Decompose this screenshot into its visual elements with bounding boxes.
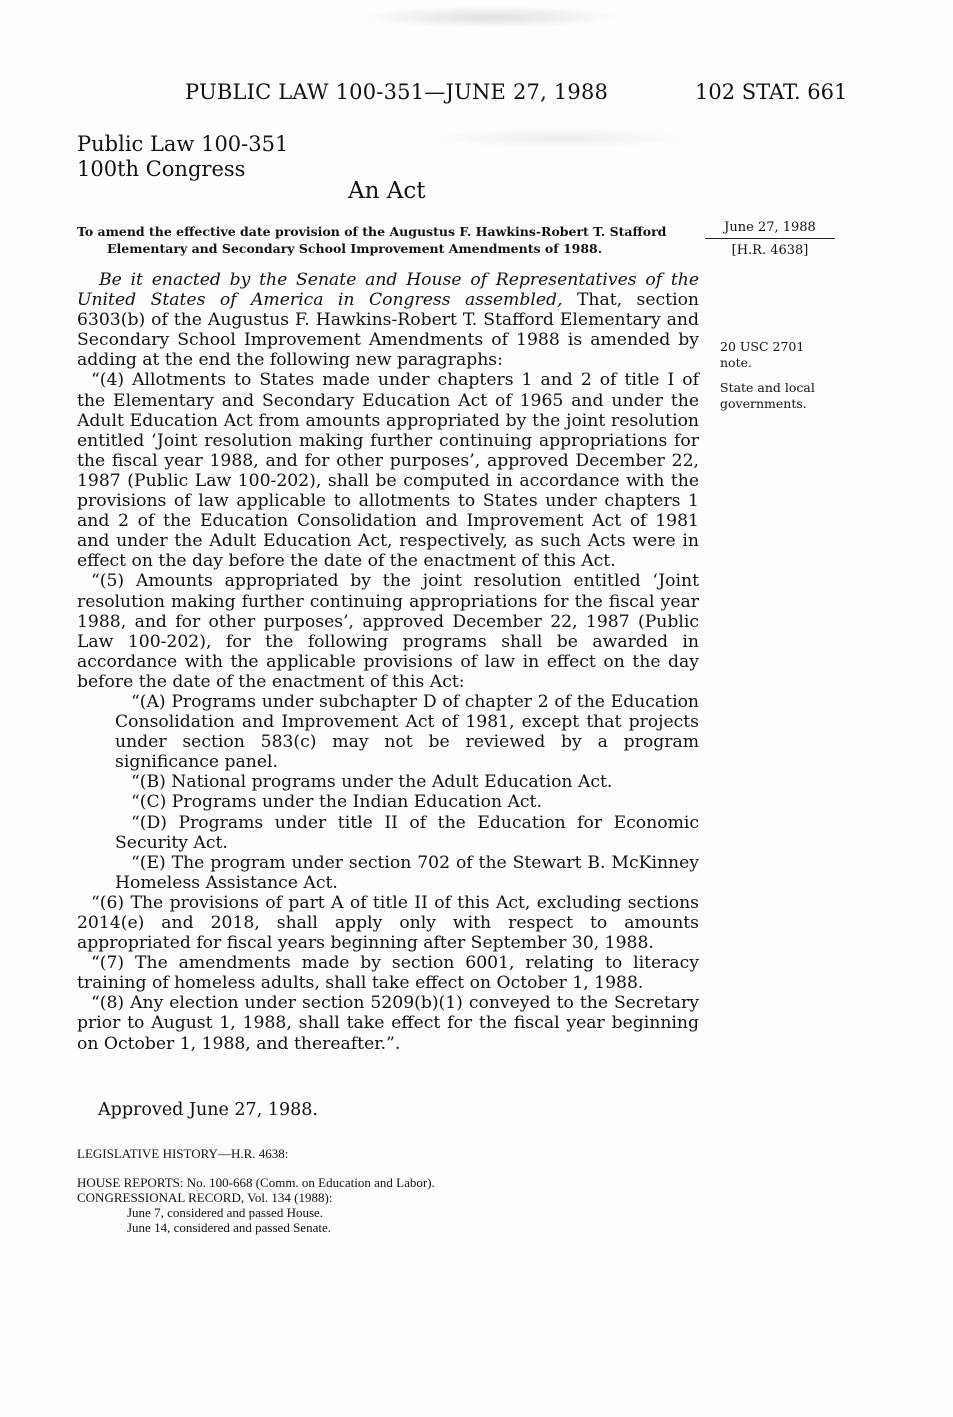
approval-line: Approved June 27, 1988.: [98, 1100, 318, 1120]
legislative-history: [77, 1146, 435, 1235]
spacer: [77, 1161, 435, 1175]
bill-number: [H.R. 4638]: [731, 243, 809, 258]
date-box: [705, 219, 835, 260]
stat-page-number: 102 STAT. 661: [695, 80, 848, 104]
subparagraph-c: “(C) Programs under the Indian Education Act.: [131, 792, 542, 813]
enacting-formula: Be it enacted by the Senate and House of Representatives of the United States of America in Congress assembled,: [77, 270, 699, 311]
enacting-clause: [77, 270, 699, 370]
subparagraph-d: “(D) Programs under title II of the Education for Economic Security Act.: [115, 812, 699, 853]
paragraph-6: “(6) The provisions of part A of title II of this Act, excluding sections 2014(e) and 2018, shall apply only with respect to amounts appropriated for fiscal years beginning after September 30, 1988.: [77, 892, 699, 954]
law-identifier: [77, 132, 288, 182]
house-reports: HOUSE REPORTS: No. 100-668 (Comm. on Education and Labor).: [77, 1175, 435, 1190]
enacting-text: That, section 6303(b) of the Augustus F. Hawkins-Robert T. Stafford Elementary and Secondary School Improvement Amendments of 1988 is amended by adding at the end the following new paragraphs:: [77, 290, 699, 371]
act-body: [77, 270, 699, 1054]
law-number: Public Law 100-351: [77, 132, 289, 156]
margin-note-state: State and local governments.: [720, 380, 815, 411]
act-title: An Act: [348, 178, 426, 204]
page-smudge: [430, 128, 690, 148]
purpose-line-2: Elementary and Secondary School Improvement Amendments of 1988.: [107, 241, 603, 256]
paragraph-4: “(4) Allotments to States made under chapters 1 and 2 of title I of the Elementary and Secondary Education Act of 1965 and under the Adult Education Act from amounts appropriated by the joint resolution entitled ‘Joint resolution making further continuing appropriations for the fiscal year 1988, and for other purposes’, approved December 22, 1987 (Public Law 100-202), shall be computed in accordance with the provisions of law applicable to allotments to States under chapters 1 and 2 of the Education Consolidation and Improvement Act of 1981 and under the Adult Education Act, respectively, as such Acts were in effect on the day before the date of the enactment of this Act.: [77, 370, 699, 572]
running-head: PUBLIC LAW 100-351—JUNE 27, 1988: [185, 80, 609, 104]
congressional-record: CONGRESSIONAL RECORD, Vol. 134 (1988):: [77, 1190, 333, 1205]
purpose-clause: [77, 223, 702, 257]
page-smudge: [360, 6, 620, 28]
paragraph-8: “(8) Any election under section 5209(b)(1) conveyed to the Secretary prior to August 1, 1988, shall take effect for the fiscal year beginning on October 1, 1988, and thereafter.”.: [77, 993, 699, 1054]
paragraph-5: “(5) Amounts appropriated by the joint resolution entitled ‘Joint resolution making further continuing appropriations for the fiscal year 1988, and for other purposes’, approved December 22, 1987 (Public Law 100-202), for the following programs shall be awarded in accordance with the applicable provisions of law in effect on the day before the date of the enactment of this Act:: [77, 571, 699, 692]
history-event: June 14, considered and passed Senate.: [127, 1220, 331, 1235]
subparagraph-e: “(E) The program under section 702 of the Stewart B. McKinney Homeless Assistance Act.: [115, 852, 699, 893]
legislative-history-heading: LEGISLATIVE HISTORY—H.R. 4638:: [77, 1146, 289, 1161]
history-event: June 7, considered and passed House.: [127, 1205, 324, 1220]
enactment-date: June 27, 1988: [705, 219, 835, 239]
purpose-line-1: To amend the effective date provision of the Augustus F. Hawkins-Robert T. Stafford: [77, 224, 667, 239]
margin-note-usc: 20 USC 2701 note.: [720, 339, 805, 370]
subparagraph-b: “(B) National programs under the Adult Education Act.: [131, 772, 613, 793]
paragraph-7: “(7) The amendments made by section 6001, relating to literacy training of homeless adults, shall take effect on October 1, 1988.: [77, 953, 699, 994]
subparagraph-a: “(A) Programs under subchapter D of chapter 2 of the Education Consolidation and Improvement Act of 1981, except that projects under section 583(c) may not be reviewed by a program significance panel.: [115, 691, 699, 773]
congress: 100th Congress: [77, 157, 246, 181]
